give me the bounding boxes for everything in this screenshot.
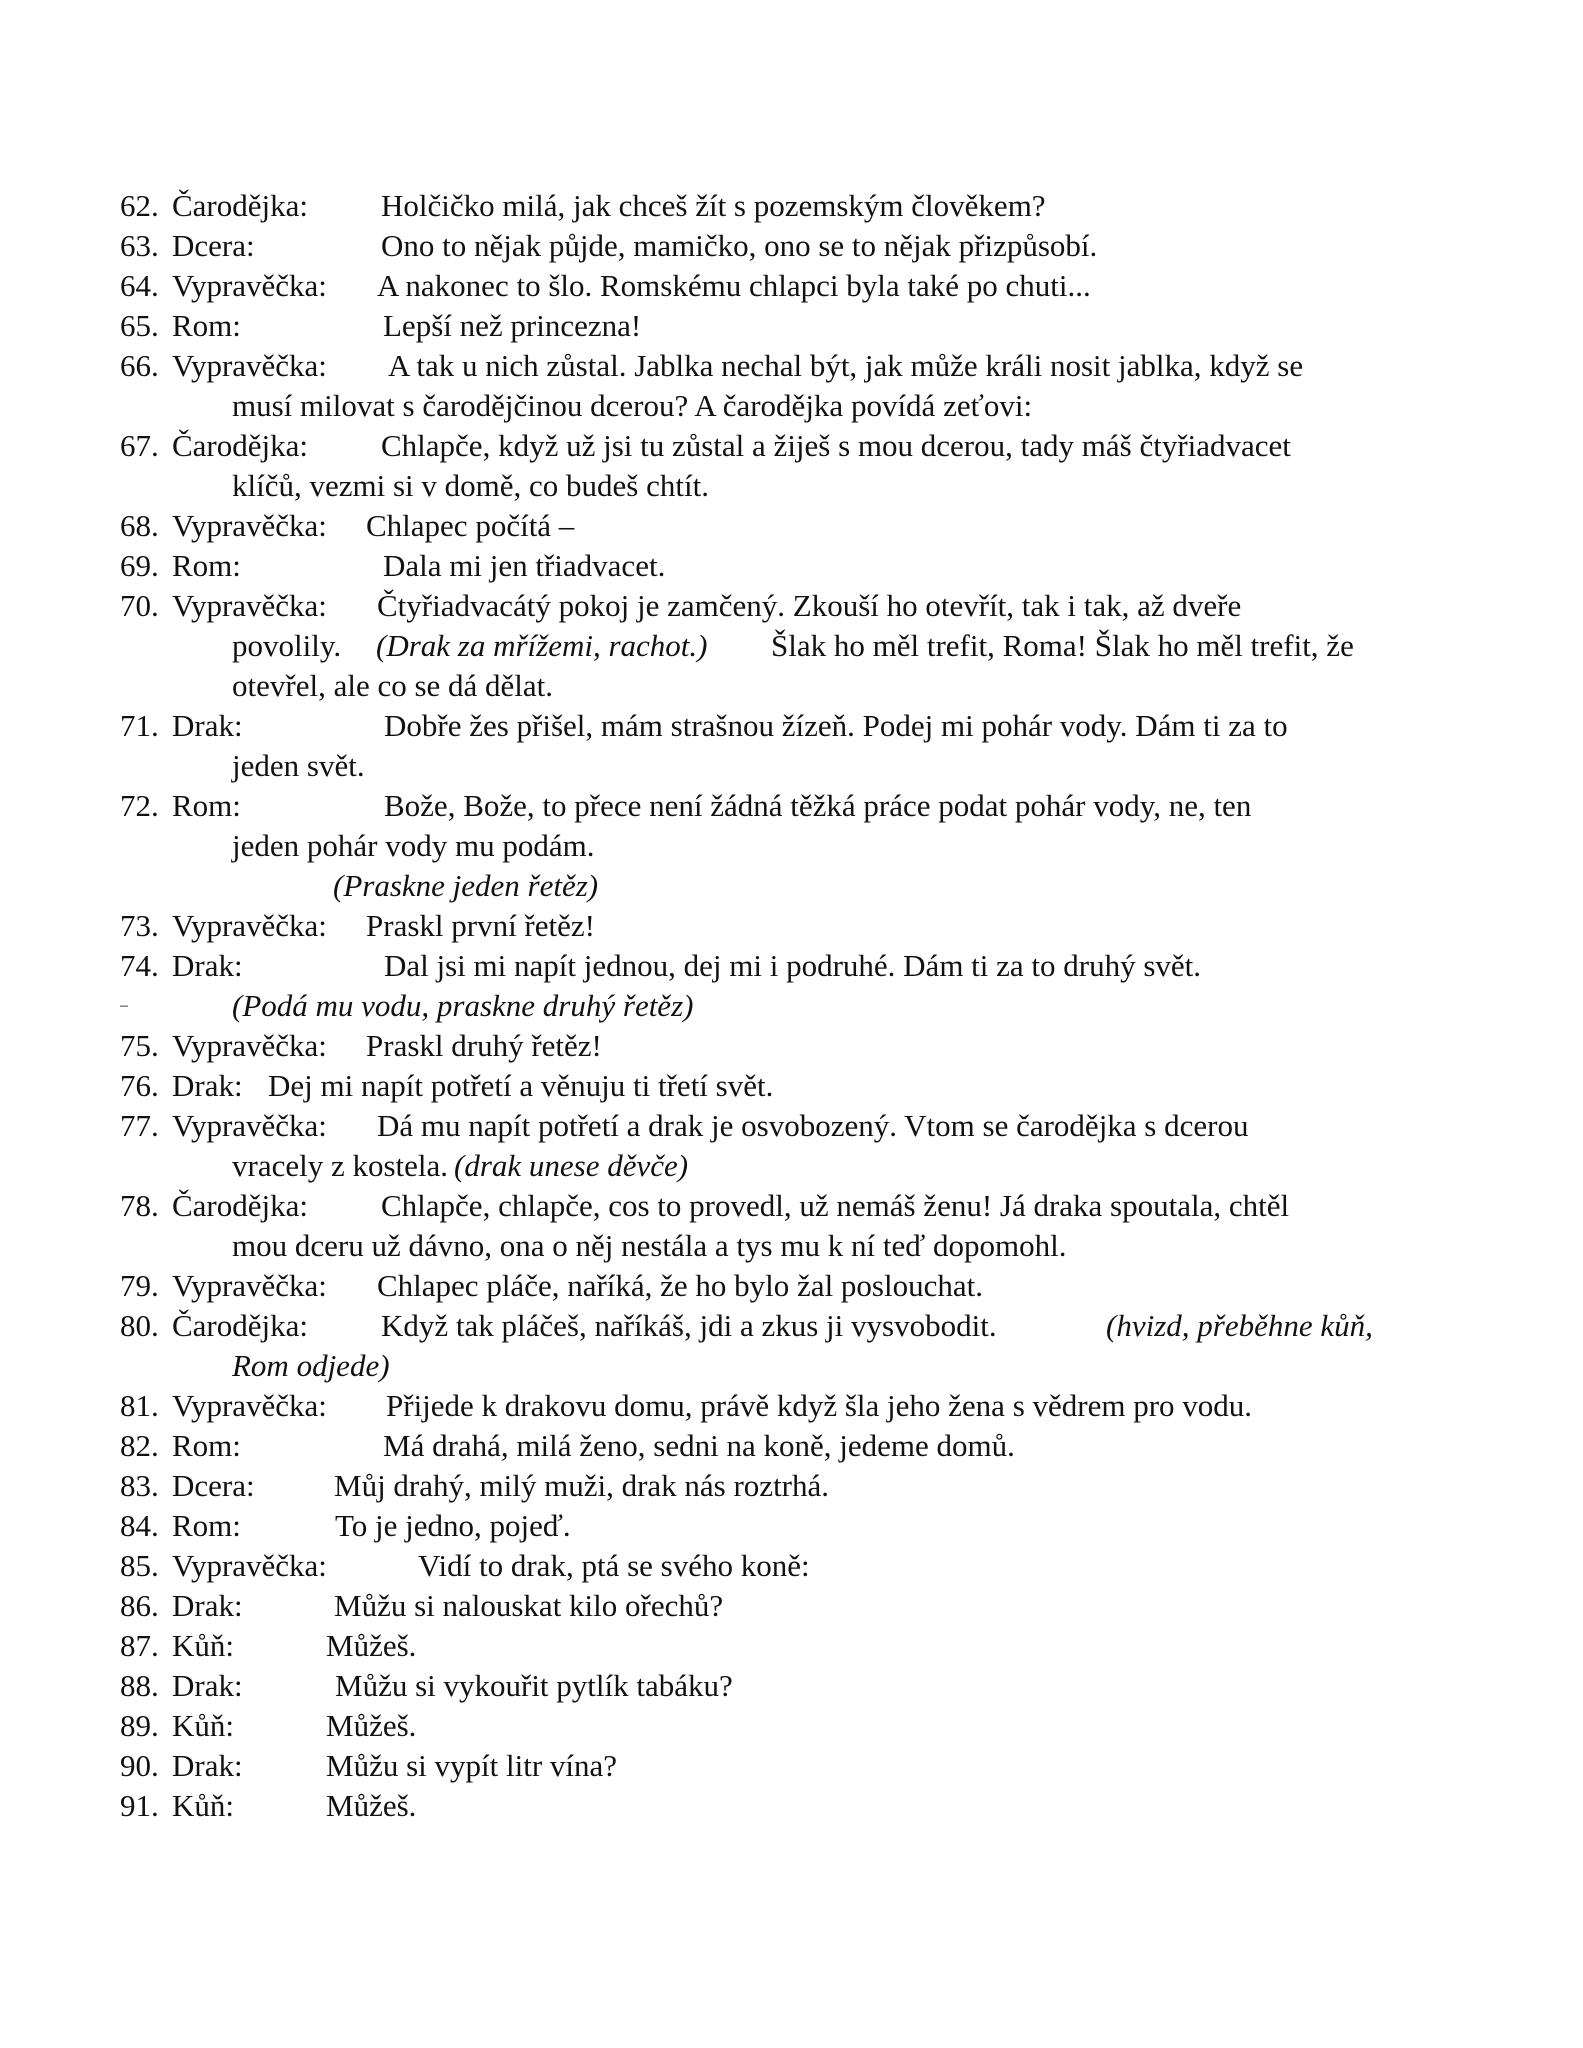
line-number: 86. [120, 1588, 159, 1623]
speaker-name: Rom: [172, 308, 241, 343]
speaker-name: Drak: [172, 708, 243, 743]
line-text: Dá mu napít potřetí a drak je osvobozený. Vtom se čarodějka s dcerou [377, 1108, 1249, 1143]
line-number: 90. [120, 1748, 159, 1783]
line-text: Můžeš. [326, 1708, 417, 1743]
line-text: A tak u nich zůstal. Jablka nechal být, jak může králi nosit jablka, když se [388, 348, 1304, 383]
stage-direction: (Podá mu vodu, praskne druhý řetěz) [232, 988, 694, 1023]
speaker-name: Vypravěčka: [172, 1548, 327, 1583]
speaker-name: Dcera: [172, 1468, 255, 1503]
script-line-80 [120, 1306, 1480, 1346]
line-text: Dal jsi mi napít jednou, dej mi i podruhé. Dám ti za to druhý svět. [384, 948, 1202, 983]
speaker-name: Drak: [172, 1748, 243, 1783]
script-line-71 [120, 706, 1480, 746]
line-text: Bože, Bože, to přece není žádná těžká práce podat pohár vody, ne, ten [384, 788, 1252, 823]
line-number: 80. [120, 1308, 159, 1343]
script-line-90 [120, 1746, 1480, 1786]
script-line-66-continuation [120, 386, 1480, 426]
line-number: 91. [120, 1788, 159, 1823]
speaker-name: Vypravěčka: [172, 1268, 327, 1303]
speaker-name: Vypravěčka: [172, 348, 327, 383]
line-text: Dala mi jen třiadvacet. [383, 548, 666, 583]
speaker-name: Vypravěčka: [172, 908, 327, 943]
speaker-name: Vypravěčka: [172, 1028, 327, 1063]
script-line-87 [120, 1626, 1480, 1666]
script-line-69 [120, 546, 1480, 586]
speaker-name: Vypravěčka: [172, 508, 327, 543]
speaker-name: Rom: [172, 548, 241, 583]
stage-direction: (Drak za mřížemi, rachot.) [376, 628, 708, 663]
speaker-name: Rom: [172, 1428, 241, 1463]
line-text: Chlapec pláče, naříká, že ho bylo žal poslouchat. [377, 1268, 983, 1303]
script-line-78-continuation [120, 1226, 1480, 1266]
stage-direction-line [120, 986, 1480, 1026]
line-number: 74. [120, 948, 159, 983]
line-text: Ono to nějak půjde, mamičko, ono se to nějak přizpůsobí. [381, 228, 1098, 263]
play-script [120, 186, 1480, 1826]
line-text: vracely z kostela. [232, 1148, 449, 1183]
speaker-name: Vypravěčka: [172, 588, 327, 623]
script-line-83 [120, 1466, 1480, 1506]
line-text: Praskl první řetěz! [366, 908, 595, 943]
line-number: 82. [120, 1428, 159, 1463]
script-line-85 [120, 1546, 1480, 1586]
line-number: 87. [120, 1628, 159, 1663]
line-text: Můžeš. [326, 1788, 417, 1823]
script-line-70 [120, 586, 1480, 626]
line-number: 67. [120, 428, 159, 463]
speaker-name: Drak: [172, 1668, 243, 1703]
script-line-88 [120, 1666, 1480, 1706]
script-line-70-continuation [120, 626, 1480, 666]
line-number: 69. [120, 548, 159, 583]
line-text: klíčů, vezmi si v domě, co budeš chtít. [232, 468, 709, 503]
line-text: Holčičko milá, jak chceš žít s pozemským člověkem? [381, 188, 1046, 223]
line-text: Chlapče, chlapče, cos to provedl, už nemáš ženu! Já draka spoutala, chtěl [381, 1188, 1290, 1223]
line-text: Má drahá, milá ženo, sedni na koně, jedeme domů. [383, 1428, 1015, 1463]
line-text: musí milovat s čarodějčinou dcerou? A čarodějka povídá zeťovi: [232, 388, 1033, 423]
line-text: Chlapec počítá – [366, 508, 575, 543]
script-line-89 [120, 1706, 1480, 1746]
line-number: 85. [120, 1548, 159, 1583]
speaker-name: Čarodějka: [172, 428, 309, 463]
script-line-73 [120, 906, 1480, 946]
line-number: 68. [120, 508, 159, 543]
script-line-63 [120, 226, 1480, 266]
speaker-name: Kůň: [172, 1788, 234, 1823]
speaker-name: Rom: [172, 788, 241, 823]
stage-direction: Rom odjede) [232, 1348, 390, 1383]
line-number: 83. [120, 1468, 159, 1503]
speaker-name: Vypravěčka: [172, 268, 327, 303]
line-text: Dej mi napít potřetí a věnuju ti třetí svět. [268, 1068, 774, 1103]
speaker-name: Kůň: [172, 1628, 234, 1663]
script-line-71-continuation [120, 746, 1480, 786]
script-line-65 [120, 306, 1480, 346]
speaker-name: Drak: [172, 1068, 243, 1103]
line-text: jeden pohár vody mu podám. [232, 828, 595, 863]
line-text: mou dceru už dávno, ona o něj nestála a tys mu k ní teď dopomohl. [232, 1228, 1067, 1263]
line-number: 72. [120, 788, 159, 823]
script-line-67 [120, 426, 1480, 466]
script-line-81 [120, 1386, 1480, 1426]
script-line-72-continuation [120, 826, 1480, 866]
line-number: 75. [120, 1028, 159, 1063]
line-text: otevřel, ale co se dá dělat. [232, 668, 554, 703]
script-line-74 [120, 946, 1480, 986]
speaker-name: Dcera: [172, 228, 255, 263]
line-number: 76. [120, 1068, 159, 1103]
script-line-79 [120, 1266, 1480, 1306]
script-line-64 [120, 266, 1480, 306]
line-number: 79. [120, 1268, 159, 1303]
line-number: 71. [120, 708, 159, 743]
speaker-name: Vypravěčka: [172, 1108, 327, 1143]
line-text: Můžu si vykouřit pytlík tabáku? [335, 1668, 733, 1703]
script-line-76 [120, 1066, 1480, 1106]
line-number: 70. [120, 588, 159, 623]
script-line-78 [120, 1186, 1480, 1226]
line-number: 62. [120, 188, 159, 223]
line-number: 89. [120, 1708, 159, 1743]
line-text: Dobře žes přišel, mám strašnou žízeň. Podej mi pohár vody. Dám ti za to [384, 708, 1288, 743]
line-text: povolily. [232, 628, 342, 663]
line-number: 88. [120, 1668, 159, 1703]
line-text: Čtyřiadvacátý pokoj je zamčený. Zkouší ho otevřít, tak i tak, až dveře [377, 588, 1242, 623]
line-number: 78. [120, 1188, 159, 1223]
speaker-name: Čarodějka: [172, 1308, 309, 1343]
line-text: Když tak pláčeš, naříkáš, jdi a zkus ji vysvobodit. [381, 1308, 997, 1343]
line-number: 63. [120, 228, 159, 263]
stage-direction: (Praskne jeden řetěz) [333, 868, 599, 903]
script-line-67-continuation [120, 466, 1480, 506]
line-text: Můj drahý, milý muži, drak nás roztrhá. [334, 1468, 830, 1503]
speaker-name: Rom: [172, 1508, 241, 1543]
script-line-84 [120, 1506, 1480, 1546]
speaker-name: Vypravěčka: [172, 1388, 327, 1423]
line-text: jeden svět. [232, 748, 365, 783]
script-line-70-continuation-2 [120, 666, 1480, 706]
script-line-80-continuation [120, 1346, 1480, 1386]
line-text: Chlapče, když už jsi tu zůstal a žiješ s mou dcerou, tady máš čtyřiadvacet [381, 428, 1291, 463]
script-line-72 [120, 786, 1480, 826]
line-number: 64. [120, 268, 159, 303]
line-text: Vidí to drak, ptá se svého koně: [418, 1548, 810, 1583]
stage-direction: (hvizd, přeběhne kůň, [1106, 1308, 1373, 1343]
line-number: 73. [120, 908, 159, 943]
line-text: Praskl druhý řetěz! [366, 1028, 602, 1063]
line-number: 66. [120, 348, 159, 383]
line-number: 81. [120, 1388, 159, 1423]
stage-direction: (drak unese děvče) [454, 1148, 689, 1183]
line-text: Šlak ho měl trefit, Roma! Šlak ho měl trefit, že [771, 628, 1354, 663]
line-number: 65. [120, 308, 159, 343]
line-text: To je jedno, pojeď. [335, 1508, 571, 1543]
line-text: Můžu si vypít litr vína? [326, 1748, 618, 1783]
line-text: Lepší než princezna! [383, 308, 642, 343]
line-text: Můžu si nalouskat kilo ořechů? [334, 1588, 724, 1623]
line-number: 84. [120, 1508, 159, 1543]
dash-mark: – [120, 997, 128, 1014]
speaker-name: Drak: [172, 948, 243, 983]
script-line-86 [120, 1586, 1480, 1626]
line-text: Přijede k drakovu domu, právě když šla jeho žena s vědrem pro vodu. [386, 1388, 1253, 1423]
line-text: Můžeš. [326, 1628, 417, 1663]
script-line-77-continuation [120, 1146, 1480, 1186]
speaker-name: Čarodějka: [172, 1188, 309, 1223]
speaker-name: Čarodějka: [172, 188, 309, 223]
script-line-91 [120, 1786, 1480, 1826]
script-line-68 [120, 506, 1480, 546]
script-line-62 [120, 186, 1480, 226]
line-text: A nakonec to šlo. Romskému chlapci byla také po chuti... [377, 268, 1091, 303]
stage-direction-line [120, 866, 1480, 906]
script-line-77 [120, 1106, 1480, 1146]
script-line-82 [120, 1426, 1480, 1466]
script-line-75 [120, 1026, 1480, 1066]
script-line-66 [120, 346, 1480, 386]
speaker-name: Kůň: [172, 1708, 234, 1743]
line-number: 77. [120, 1108, 159, 1143]
speaker-name: Drak: [172, 1588, 243, 1623]
